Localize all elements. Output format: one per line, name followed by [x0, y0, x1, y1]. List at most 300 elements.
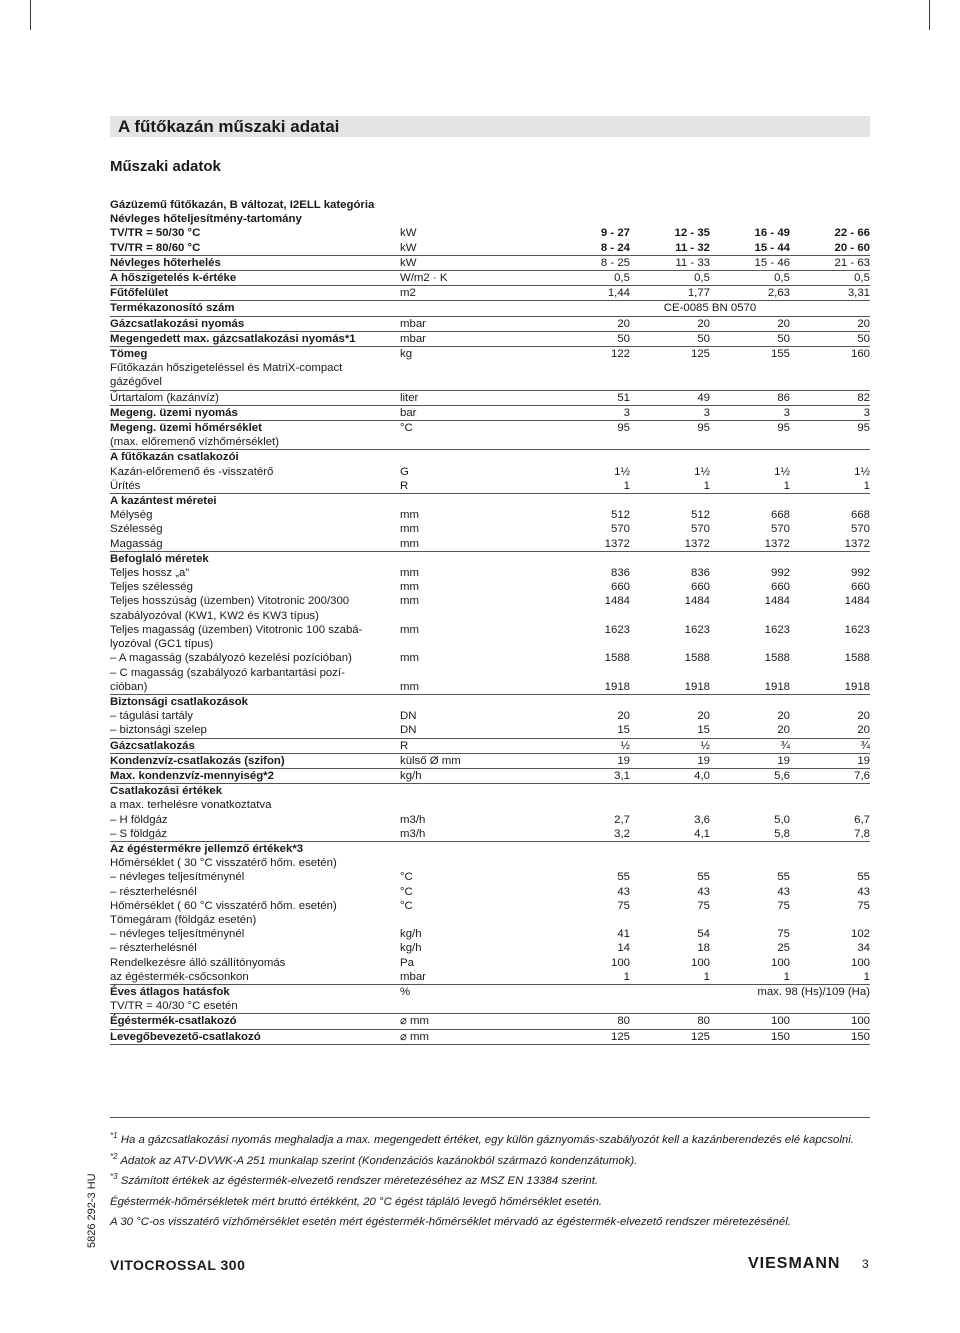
row-value: 100	[790, 1014, 870, 1029]
row-value	[790, 435, 870, 450]
table-row	[110, 405, 870, 420]
row-value: 3,1	[550, 768, 630, 783]
row-value: 836	[690, 567, 710, 580]
table-row	[110, 316, 870, 331]
row-value: 1	[550, 479, 630, 494]
row-value	[630, 361, 710, 375]
row-value	[710, 666, 790, 680]
row-value	[710, 435, 790, 450]
row-unit: m2	[400, 286, 550, 301]
row-value: 1623	[684, 623, 710, 636]
row-value	[550, 666, 630, 680]
row-unit: mm	[400, 581, 419, 594]
row-label: (max. előremenő vízhőmérséklet)	[110, 435, 400, 450]
row-value: 668	[850, 509, 870, 522]
table-row	[110, 666, 870, 680]
row-value: 660	[850, 581, 870, 594]
row-value	[790, 551, 870, 566]
page-title: A fűtőkazán műszaki adatai	[118, 117, 340, 136]
row-span-value: CE-0085 BN 0570	[550, 301, 870, 316]
row-label: Befoglaló méretek	[110, 552, 209, 565]
table-row	[110, 870, 870, 884]
row-unit	[400, 198, 550, 212]
row-value: 49	[630, 390, 710, 405]
row-value: 75	[777, 928, 790, 941]
row-label: – névleges teljesítménynél	[110, 871, 245, 884]
row-unit: %	[400, 985, 411, 998]
row-value: 75	[617, 899, 630, 912]
footnote	[110, 1128, 870, 1149]
row-label: A kazántest méretei	[110, 495, 217, 508]
row-value	[790, 450, 870, 465]
row-value: 1484	[764, 595, 790, 608]
row-value	[710, 198, 790, 212]
row-label: – S földgáz	[110, 827, 400, 842]
row-value: 54	[697, 928, 710, 941]
row-value: 75	[777, 899, 790, 912]
row-value: 1484	[684, 595, 710, 608]
table-row	[110, 537, 870, 552]
table-row	[110, 347, 870, 362]
row-value: 1918	[710, 680, 790, 695]
row-value	[790, 841, 870, 856]
footnote	[110, 1149, 870, 1170]
row-value	[790, 784, 870, 799]
footnote-divider	[110, 1117, 870, 1118]
row-value: 2,63	[710, 286, 790, 301]
row-unit: m3/h	[400, 813, 426, 826]
footnote-text: Adatok az ATV-DVWK-A 251 munkalap szerint (Kondenzációs kazánokból származó kondenzátumok).	[120, 1154, 638, 1167]
row-label: Gázcsatlakozás	[110, 738, 400, 753]
table-row	[110, 551, 870, 566]
row-unit: W/m2 · K	[400, 271, 550, 286]
row-value: 512	[610, 509, 630, 522]
row-value	[550, 694, 630, 709]
row-label: Tömegáram (földgáz esetén)	[110, 913, 257, 926]
table-row	[110, 566, 870, 580]
row-value: ½	[550, 738, 630, 753]
table-row	[110, 709, 870, 723]
row-value: 75	[697, 899, 710, 912]
row-unit	[400, 694, 550, 709]
row-value	[710, 856, 790, 870]
table-row	[110, 784, 870, 799]
row-value	[550, 198, 630, 212]
row-unit: mbar	[400, 331, 550, 346]
table-row	[110, 885, 870, 899]
table-row	[110, 479, 870, 494]
table-row	[110, 984, 870, 999]
page-number: 3	[862, 1257, 869, 1271]
footnote	[110, 1190, 870, 1211]
row-label: Kazán-előremenő és -visszatérő	[110, 465, 274, 478]
row-value: 6,7	[854, 813, 870, 826]
row-value: 20	[857, 710, 870, 723]
crop-mark-left	[0, 0, 31, 30]
row-label: a max. terhelésre vonatkoztatva	[110, 799, 272, 812]
row-value	[790, 212, 870, 226]
footnote	[110, 1210, 870, 1231]
row-label: Termékazonosító szám	[110, 301, 400, 316]
row-unit	[400, 798, 550, 812]
row-value: 836	[610, 567, 630, 580]
table-row	[110, 580, 870, 594]
row-value: 1372	[550, 537, 630, 552]
footnote-text: Ha a gázcsatlakozási nyomás meghaladja a max. megengedett értéket, egy külön gáznyomás-szabályozót kell a kazánberendezés elé kapcsolni.	[120, 1133, 854, 1146]
row-label: Teljes hossz „a”	[110, 567, 190, 580]
row-value: 1918	[790, 680, 870, 695]
row-unit	[400, 666, 550, 680]
section-title: Műszaki adatok	[110, 158, 221, 175]
table-row	[110, 212, 870, 226]
row-value: 1,44	[550, 286, 630, 301]
row-value: 1½	[614, 465, 630, 478]
row-value: 570	[610, 523, 630, 536]
row-unit: mm	[400, 595, 419, 608]
row-value: 75	[857, 899, 870, 912]
row-label: Gázcsatlakozási nyomás	[110, 316, 400, 331]
row-label: Égéstermék-csatlakozó	[110, 1014, 400, 1029]
row-value: 160	[850, 348, 870, 361]
row-label: A fűtőkazán csatlakozói	[110, 451, 239, 464]
row-label: Névleges hőterhelés	[110, 255, 400, 270]
row-value	[790, 637, 870, 651]
row-value	[550, 375, 630, 390]
product-name: VITOCROSSAL 300	[110, 1257, 246, 1273]
row-unit: Pa	[400, 956, 414, 969]
table-row	[110, 956, 870, 970]
row-unit: mm	[400, 623, 419, 636]
row-value	[630, 913, 710, 927]
row-value	[790, 913, 870, 927]
row-value	[790, 609, 870, 623]
row-unit: °C	[400, 885, 413, 898]
row-value: 43	[777, 885, 790, 898]
row-label: Névleges hőteljesítmény-tartomány	[110, 213, 302, 226]
row-value: 1,77	[630, 286, 710, 301]
table-row	[110, 609, 870, 623]
row-value: 55	[617, 871, 630, 884]
footnote-mark: *2	[110, 1151, 118, 1161]
row-value: 95	[857, 422, 870, 435]
footnote-text: Számított értékek az égéstermék-elvezető rendszer méretezéséhez az MSZ EN 13384 szerint.	[120, 1174, 599, 1187]
row-value: 7,6	[790, 768, 870, 783]
row-value: 0,5	[790, 271, 870, 286]
row-value: 3,6	[694, 813, 710, 826]
row-unit: kg/h	[400, 942, 422, 955]
row-value: 100	[610, 956, 630, 969]
table-row	[110, 361, 870, 375]
row-value: 1372	[790, 537, 870, 552]
row-value: 1918	[630, 680, 710, 695]
row-value	[710, 694, 790, 709]
row-value	[550, 798, 630, 812]
footnote-text: Égéstermék-hőmérsékletek mért bruttó értékként, 20 °C égést tápláló levegő hőmérséklet esetén.	[110, 1195, 603, 1208]
row-unit: liter	[400, 390, 550, 405]
row-label: Kondenzvíz-csatlakozás (szifon)	[110, 753, 400, 768]
document-number	[86, 1158, 100, 1248]
row-unit: °C	[400, 899, 413, 912]
row-label: A hőszigetelés k-értéke	[110, 271, 400, 286]
table-row	[110, 753, 870, 768]
row-value	[550, 494, 630, 509]
row-value: 1623	[604, 623, 630, 636]
row-unit: mbar	[400, 316, 550, 331]
row-value: 43	[617, 885, 630, 898]
row-value: 1	[790, 479, 870, 494]
row-value: 19	[790, 753, 870, 768]
row-value: 20	[777, 710, 790, 723]
row-value: 1½	[774, 465, 790, 478]
row-unit: R	[400, 479, 550, 494]
row-value: 1588	[684, 652, 710, 665]
row-value: 22 - 66	[834, 227, 870, 240]
row-value	[630, 694, 710, 709]
row-label: Teljes hosszúság (üzemben) Vitotronic 200/300	[110, 595, 350, 608]
row-value: 125	[690, 348, 710, 361]
row-label: – részterhelésnél	[110, 885, 197, 898]
table-row	[110, 450, 870, 465]
row-value: 55	[697, 871, 710, 884]
table-row	[110, 241, 870, 256]
table-row	[110, 768, 870, 783]
row-value: 125	[550, 1029, 630, 1044]
row-value: 3,31	[790, 286, 870, 301]
row-value: 100	[710, 1014, 790, 1029]
row-value: 16 - 49	[754, 227, 790, 240]
row-value: 95	[697, 422, 710, 435]
row-label: Ürítés	[110, 479, 400, 494]
row-value	[630, 841, 710, 856]
row-value	[630, 212, 710, 226]
row-unit	[400, 494, 550, 509]
row-label: Az égéstermékre jellemző értékek*3	[110, 842, 304, 855]
row-label: Megeng. üzemi nyomás	[110, 405, 400, 420]
footnotes	[110, 1128, 870, 1231]
row-value: 3,2	[550, 827, 630, 842]
row-value: 50	[790, 331, 870, 346]
row-label: gázégővel	[110, 375, 400, 390]
row-value: 3	[630, 405, 710, 420]
row-unit: ⌀ mm	[400, 1014, 550, 1029]
row-label: Fűtőfelület	[110, 286, 400, 301]
row-value	[710, 361, 790, 375]
row-unit	[400, 435, 550, 450]
row-value: 1623	[764, 623, 790, 636]
row-value: 3	[790, 405, 870, 420]
table-row	[110, 723, 870, 738]
row-unit	[400, 212, 550, 226]
row-value	[630, 999, 710, 1014]
row-value: 102	[850, 928, 870, 941]
footnote-mark: *3	[110, 1172, 118, 1182]
table-row	[110, 522, 870, 536]
table-row	[110, 1029, 870, 1044]
row-value	[630, 798, 710, 812]
row-unit: kW	[400, 241, 550, 256]
row-value: 41	[617, 928, 630, 941]
table-row	[110, 841, 870, 856]
row-value	[630, 784, 710, 799]
row-value	[630, 637, 710, 651]
row-value: 4,0	[630, 768, 710, 783]
table-row	[110, 594, 870, 608]
table-row	[110, 623, 870, 637]
row-value: 80	[630, 1014, 710, 1029]
row-value: 5,8	[710, 827, 790, 842]
row-unit: °C	[400, 422, 413, 435]
row-label: Tömeg	[110, 348, 148, 361]
row-value: 14	[617, 942, 630, 955]
row-unit	[400, 913, 550, 927]
row-value: 43	[857, 885, 870, 898]
row-label: Csatlakozási értékek	[110, 785, 223, 798]
row-value: 660	[770, 581, 790, 594]
row-value: 20	[617, 710, 630, 723]
row-value	[550, 841, 630, 856]
table-row	[110, 198, 870, 212]
row-value: 12 - 35	[674, 227, 710, 240]
row-value: 20	[790, 316, 870, 331]
row-value	[710, 375, 790, 390]
row-unit	[400, 375, 550, 390]
row-value: 15 - 44	[710, 241, 790, 256]
row-unit: ⌀ mm	[400, 1029, 550, 1044]
row-unit: mm	[400, 567, 419, 580]
row-value: 100	[850, 956, 870, 969]
table-row	[110, 286, 870, 301]
row-value	[790, 361, 870, 375]
row-label: TV/TR = 40/30 °C esetén	[110, 999, 400, 1014]
row-value: 122	[610, 348, 630, 361]
row-unit: R	[400, 738, 550, 753]
table-row	[110, 301, 870, 316]
row-value	[710, 212, 790, 226]
table-row	[110, 651, 870, 665]
row-value: 1	[630, 970, 710, 985]
row-value: 1	[630, 479, 710, 494]
row-value: 570	[850, 523, 870, 536]
table-row	[110, 827, 870, 842]
row-value: 11 - 33	[630, 255, 710, 270]
row-value	[630, 551, 710, 566]
row-value: 155	[770, 348, 790, 361]
row-value	[550, 999, 630, 1014]
table-row	[110, 226, 870, 240]
row-value: 25	[777, 942, 790, 955]
table-row	[110, 271, 870, 286]
row-value: ¾	[790, 738, 870, 753]
row-unit: m3/h	[400, 827, 550, 842]
row-value: 1	[550, 970, 630, 985]
row-unit: mm	[400, 652, 419, 665]
row-value: 1918	[550, 680, 630, 695]
row-value: 95	[777, 422, 790, 435]
row-value: 19	[550, 753, 630, 768]
row-value	[550, 913, 630, 927]
row-value: 1372	[710, 537, 790, 552]
row-unit: G	[400, 465, 409, 478]
row-value: 9 - 27	[600, 227, 630, 240]
row-label: – részterhelésnél	[110, 942, 197, 955]
row-value: 992	[770, 567, 790, 580]
footnote-text: A 30 °C-os visszatérő vízhőmérséklet esetén mért égéstermék-hőmérséklet mérvadó az égéstermék-elvezető rendszer méretezésénél.	[110, 1216, 791, 1229]
row-value: 7,8	[790, 827, 870, 842]
row-unit: DN	[400, 723, 550, 738]
row-value: 2,7	[614, 813, 630, 826]
row-label: Hőmérséklet ( 60 °C visszatérő hőm. esetén)	[110, 899, 337, 912]
footnote	[110, 1169, 870, 1190]
row-unit	[400, 856, 550, 870]
row-unit: DN	[400, 710, 417, 723]
table-row	[110, 680, 870, 695]
row-value: ¾	[710, 738, 790, 753]
row-label: TV/TR = 80/60 °C	[110, 241, 400, 256]
row-value: 570	[770, 523, 790, 536]
row-label: Megengedett max. gázcsatlakozási nyomás*1	[110, 331, 400, 346]
row-value: 50	[550, 331, 630, 346]
table-row	[110, 465, 870, 479]
row-label: Hőmérséklet ( 30 °C visszatérő hőm. esetén)	[110, 857, 337, 870]
row-value: 15	[550, 723, 630, 738]
row-value	[630, 375, 710, 390]
row-unit: kW	[400, 227, 417, 240]
row-value	[790, 999, 870, 1014]
page-title-bar	[110, 116, 870, 137]
row-unit: mm	[400, 537, 550, 552]
row-value	[790, 494, 870, 509]
row-value: 21 - 63	[790, 255, 870, 270]
row-label: Űrtartalom (kazánvíz)	[110, 390, 400, 405]
row-unit	[400, 784, 550, 799]
row-unit	[400, 609, 550, 623]
row-label: Magasság	[110, 537, 400, 552]
row-value	[630, 494, 710, 509]
row-value	[550, 435, 630, 450]
table-row	[110, 999, 870, 1014]
row-label: – névleges teljesítménynél	[110, 928, 245, 941]
row-value: 1	[790, 970, 870, 985]
row-value: 82	[790, 390, 870, 405]
row-label: Fűtőkazán hőszigeteléssel és MatriX-compact	[110, 362, 343, 375]
row-value	[550, 212, 630, 226]
row-unit: kg/h	[400, 768, 550, 783]
row-value: 20	[710, 316, 790, 331]
row-value	[630, 856, 710, 870]
row-value: 668	[770, 509, 790, 522]
row-label: – biztonsági szelep	[110, 723, 400, 738]
row-value	[550, 609, 630, 623]
footnote-mark: *1	[110, 1131, 118, 1140]
row-value: 570	[690, 523, 710, 536]
row-value	[550, 856, 630, 870]
row-label: TV/TR = 50/30 °C	[110, 227, 201, 240]
row-label: Gázüzemű fűtőkazán, B változat, I2ELL kategória	[110, 199, 375, 211]
row-value	[710, 913, 790, 927]
table-row	[110, 637, 870, 651]
row-unit: kg	[400, 348, 413, 361]
table-row	[110, 375, 870, 390]
row-value: 1½	[854, 465, 870, 478]
row-label: – A magasság (szabályozó kezelési pozícióban)	[110, 652, 352, 665]
row-value	[550, 450, 630, 465]
row-value: 8 - 24	[550, 241, 630, 256]
row-value: 15 - 46	[710, 255, 790, 270]
row-value: 18	[697, 942, 710, 955]
row-unit: mbar	[400, 970, 550, 985]
row-label: Mélység	[110, 509, 153, 522]
row-value: 50	[630, 331, 710, 346]
